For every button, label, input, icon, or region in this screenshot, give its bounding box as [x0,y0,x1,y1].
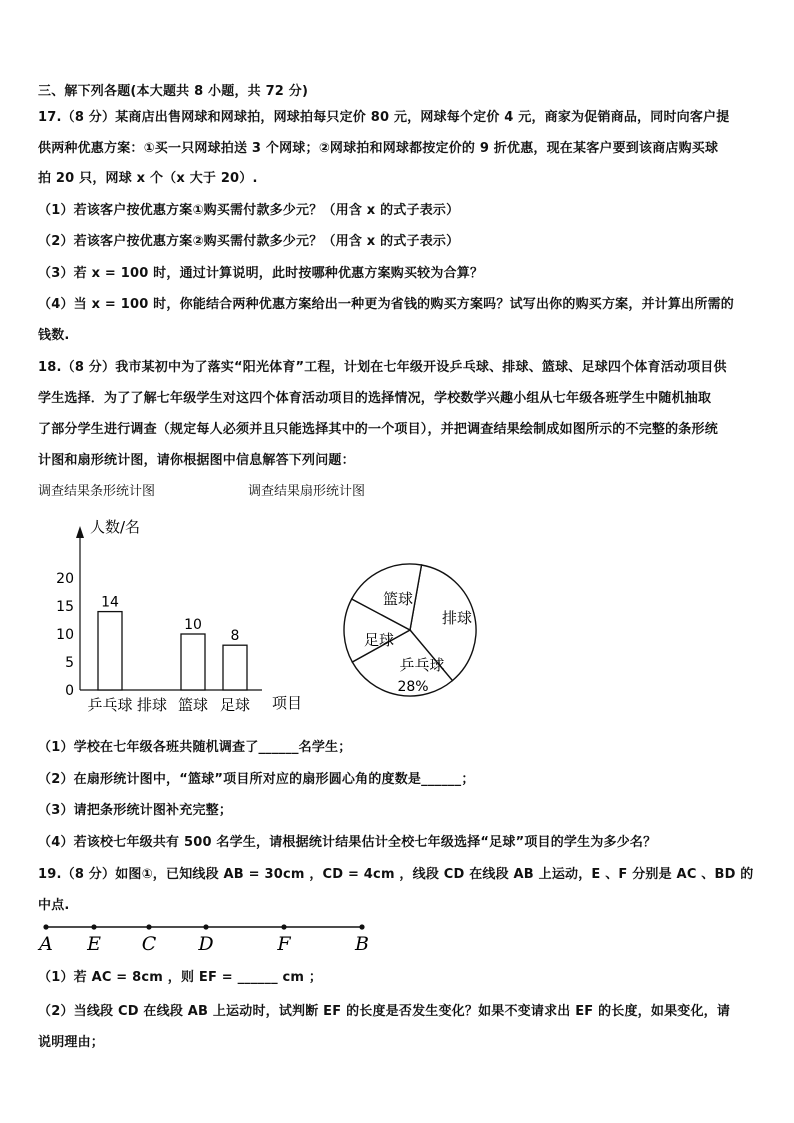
q18-line2: 学生选择．为了了解七年级学生对这四个体育活动项目的选择情况，学校数学兴趣小组从七年级各班学生中随机抽取 [38,391,712,406]
y-tick-label: 0 [65,683,74,699]
bar-data-label: 14 [101,594,119,611]
y-tick-label: 20 [56,571,74,587]
pie-label: 足球 [363,631,395,649]
q18-line1: 18.（8 分）我市某初中为了落实“阳光体育”工程，计划在七年级开设乒乓球、排球、篮球、足球四个体育活动项目供 [38,360,727,375]
q18-line3: 了部分学生进行调查（规定每人必须并且只能选择其中的一个项目），并把调查结果绘制成如图所示的不完整的条形统 [38,422,718,437]
segment-point [146,924,151,929]
bar-chart [40,510,340,720]
y-axis-label: 人数/名 [90,518,141,536]
pie-percent-label: 28% [397,679,429,695]
q18-line4: 计图和扇形统计图，请你根据图中信息解答下列问题： [38,453,355,468]
q17-line2: 供两种优惠方案：①买一只网球拍送 3 个网球；②网球拍和网球都按定价的 9 折优惠，现在某客户要到该商店购买球 [38,141,719,156]
point-label: A [39,933,53,954]
x-axis-label: 项目 [272,694,303,712]
q17-part4-line2: 钱数. [38,328,70,343]
q19-part1: （1）若 AC = 8cm ，则 EF = ______ cm ； [38,970,323,985]
x-tick-label: 足球 [219,696,251,714]
segment-figure [36,918,376,954]
point-label: C [141,933,157,954]
q19-part2-line1: （2）当线段 CD 在线段 AB 上运动时，试判断 EF 的长度是否发生变化？如果不变请求出 EF 的长度，如果变化，请 [38,1004,731,1019]
pie-label: 篮球 [382,590,414,608]
y-tick-label: 10 [56,627,74,643]
bar [98,612,122,690]
bar-chart-caption: 调查结果条形统计图 [38,484,156,499]
q17-part1: （1）若该客户按优惠方案①购买需付款多少元？（用含 x 的式子表示） [38,203,460,218]
x-tick-label: 乒乓球 [87,696,133,714]
q17-line3: 拍 20 只，网球 x 个（x 大于 20）. [38,171,258,186]
q17-part2: （2）若该客户按优惠方案②购买需付款多少元？（用含 x 的式子表示） [38,234,460,249]
segment-point [359,924,364,929]
pie-chart-caption: 调查结果扇形统计图 [248,484,366,499]
q17-line1: 17.（8 分）某商店出售网球和网球拍，网球拍每只定价 80 元，网球每个定价 4 元，商家为促销商品，同时向客户提 [38,110,730,125]
bar [223,645,247,690]
x-tick-label: 排球 [136,696,168,714]
point-label: D [198,933,214,954]
point-label: F [277,933,291,954]
point-label: E [87,933,101,954]
pie-chart [342,553,482,713]
q18-part1: （1）学校在七年级各班共随机调查了______名学生； [38,740,352,755]
q19-line1: 19.（8 分）如图①，已知线段 AB = 30cm ，CD = 4cm ，线段 CD 在线段 AB 上运动，E 、F 分别是 AC 、BD 的 [38,867,754,882]
q17-part3: （3）若 x = 100 时，通过计算说明，此时按哪种优惠方案购买较为合算？ [38,266,484,281]
y-axis-arrow [76,526,84,538]
point-label: B [355,933,369,954]
section-title: 三、解下列各题(本大题共 8 小题，共 72 分) [38,84,309,99]
q18-part3: （3）请把条形统计图补充完整； [38,803,233,818]
bar-data-label: 10 [184,617,202,633]
q18-part2: （2）在扇形统计图中，“篮球”项目所对应的扇形圆心角的度数是______； [38,772,475,787]
pie-label: 排球 [441,609,473,627]
bar [181,634,205,690]
segment-point [281,924,286,929]
q19-part2-line2: 说明理由； [38,1035,105,1050]
segment-point [91,924,96,929]
segment-point [43,924,48,929]
segment-point [203,924,208,929]
y-tick-label: 5 [65,655,74,671]
q17-part4-line1: （4）当 x = 100 时，你能结合两种优惠方案给出一种更为省钱的购买方案吗？试写出你的购买方案，并计算出所需的 [38,297,734,312]
y-tick-label: 15 [56,599,74,615]
q18-part4: （4）若该校七年级共有 500 名学生，请根据统计结果估计全校七年级选择“足球”项目的学生为多少名？ [38,835,657,850]
pie-label: 乒乓球 [399,656,445,674]
x-tick-label: 篮球 [177,696,209,714]
bar-data-label: 8 [230,628,240,645]
q19-line2: 中点. [38,898,70,913]
